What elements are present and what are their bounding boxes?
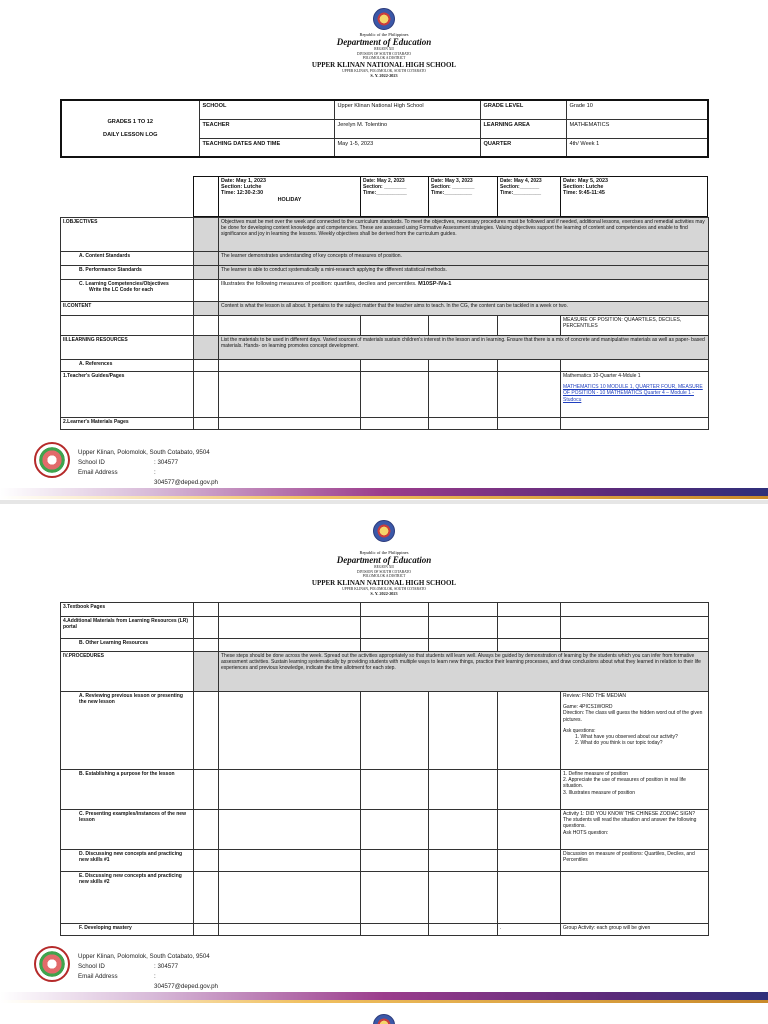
quarter-value: 4th/ Week 1 <box>566 138 708 157</box>
deped-seal-icon <box>373 8 395 30</box>
row-tg-label: 1.Teacher's Guides/Pages <box>61 372 194 418</box>
school-name: UPPER KLINAN NATIONAL HIGH SCHOOL <box>311 60 457 69</box>
teacher-value: Jerelyn M. Tolentino <box>334 119 480 138</box>
cell <box>194 418 219 430</box>
area-label: LEARNING AREA <box>480 119 566 138</box>
proc-b-item-3: 3. Illustrates measure of position <box>563 789 635 796</box>
proc-a-q2: 2. What do you think is our topic today? <box>575 740 663 747</box>
school-logo-icon <box>34 442 70 478</box>
footer-band <box>0 992 768 1000</box>
cell <box>219 617 361 639</box>
footer-id-value: : 304577 <box>154 963 179 970</box>
cell <box>194 316 219 336</box>
cell <box>429 639 498 652</box>
footer-band-gold <box>0 496 768 499</box>
row-comp-text <box>219 280 709 302</box>
grade-value: Grade 10 <box>566 100 708 119</box>
row-content-std-label: A. Content Standards <box>61 252 194 266</box>
cell <box>498 316 561 336</box>
cell <box>194 617 219 639</box>
row-objectives-text: Objectives must be met over the week and connected to the curriculum standards. To meet the objectives, necessary procedures must be followed and if needed, additional lessons, exercises and remedial activities may be done for developing content knowledge and competencies. These are assessed using Formative Assessment strategies. Valuing objectives support the learning of content and competencies and enable to find significance and joy in learning the lessons. Weekly objectives shall be derived from the curriculum guides. <box>219 218 709 252</box>
cell <box>361 692 429 770</box>
row-procedures-text: These steps should be done across the week. Spread out the activities appropriately so that students will learn well. Always be guided by demonstration of learning by the students which you can infer from formative assessment activities. Sustain learning systematically by providing students with multiple ways to learn new things, practice their learning processes, and draw conclusions about what they learned in relation to their life experiences and previous knowledge, indicate the time allotment for each step. <box>219 652 709 692</box>
row-other-label: B. Other Learning Resources <box>61 639 194 652</box>
row-proc-d-d5: Discussion on measure of positions: Quartiles, Deciles, and Percentiles <box>561 850 709 872</box>
day-5-section: Section: Lutche <box>563 184 604 191</box>
row-comp-blank <box>194 280 219 302</box>
cell <box>219 639 361 652</box>
day-3-date: Date: May 3, 2023 <box>431 178 473 184</box>
proc-a-review: Review: FIND THE MEDIAN <box>563 693 626 699</box>
row-proc-d-label: D. Discussing new concepts and practicing new skills #1 <box>61 850 194 872</box>
cell <box>219 360 361 372</box>
cell <box>498 418 561 430</box>
day-5-date: Date: May 5, 2023 <box>563 178 608 184</box>
proc-a-game: Game: 4PICS1WORD <box>563 704 613 711</box>
cell <box>429 770 498 810</box>
day-4 <box>498 177 561 217</box>
proc-b-item-2: 2. Appreciate the use of measures of position in real life situation. <box>563 777 686 790</box>
day-3-time: Time:__________ <box>431 190 473 197</box>
area-value: MATHEMATICS <box>566 119 708 138</box>
page-3 <box>0 1004 768 1024</box>
cell <box>498 692 561 770</box>
teacher-label: TEACHER <box>199 119 334 138</box>
cell <box>219 372 361 418</box>
cell <box>429 924 498 936</box>
row-proc-b-d5 <box>561 770 709 810</box>
cell <box>194 603 219 617</box>
cell <box>194 639 219 652</box>
proc-a-ask: Ask questions: <box>563 727 596 734</box>
row-proc-f-dot: . <box>498 924 561 936</box>
footer-band <box>0 488 768 496</box>
cell <box>219 850 361 872</box>
cell <box>429 810 498 850</box>
row-perf-std-text: The learner is able to conduct systematically a mini-research applying the different statistical methods. <box>219 266 709 280</box>
cell <box>429 692 498 770</box>
cell <box>561 639 709 652</box>
row-comp-label <box>61 280 194 302</box>
region-line: REGION XII <box>374 565 394 569</box>
school-name: UPPER KLINAN NATIONAL HIGH SCHOOL <box>311 578 457 587</box>
tg-d5-text: Mathematics 10-Quarter 4-Mdule 1 <box>563 373 641 379</box>
row-content-blank <box>194 302 219 316</box>
dll-title-line2: DAILY LESSON LOG <box>103 131 158 138</box>
department-title: Department of Education <box>336 555 432 565</box>
footer-id-label: School ID <box>78 963 105 970</box>
cell <box>498 372 561 418</box>
day-1-section: Section: Lutche <box>221 184 262 191</box>
school-year: S. Y. 2022-2023 <box>370 591 398 597</box>
department-title: Department of Education <box>336 37 432 47</box>
cell <box>219 418 361 430</box>
cell <box>219 603 361 617</box>
division-line: DIVISION OF SOUTH COTABATO <box>356 51 412 56</box>
row-resources-blank <box>194 336 219 360</box>
dates-label: TEACHING DATES AND TIME <box>199 138 334 157</box>
row-content-d5: MEASURE OF POSITION: QUAARTILES, DECILES, PERCENTILES <box>561 316 709 336</box>
footer-id-label: School ID <box>78 459 105 466</box>
school-value: Upper Klinan National High School <box>334 100 480 119</box>
deped-seal-icon <box>373 520 395 542</box>
row-textbook-label: 3.Textbook Pages <box>61 603 194 617</box>
district-line: POLOMOLOK A DISTRICT <box>362 56 406 61</box>
cell <box>429 372 498 418</box>
row-additional-label: 4.Additional Materials from Learning Resources (LR) portal <box>61 617 194 639</box>
days-blank <box>194 177 219 217</box>
cell <box>194 924 219 936</box>
cell <box>498 639 561 652</box>
row-objectives-label: I.OBJECTIVES <box>61 218 194 252</box>
letterhead <box>0 32 768 78</box>
row-content-label: II.CONTENT <box>61 302 194 316</box>
school-label: SCHOOL <box>199 100 334 119</box>
republic-line: Republic of the Philippines <box>359 32 409 37</box>
days-table <box>193 176 708 217</box>
row-objectives-blank <box>194 218 219 252</box>
cell <box>361 316 429 336</box>
cell <box>429 316 498 336</box>
cell <box>219 316 361 336</box>
footer-email-value: : 304577@deped.gov.ph <box>154 469 218 486</box>
row-proc-f-d5: Group Activity: each group will be given <box>561 924 709 936</box>
cell <box>361 639 429 652</box>
row-tg-d5 <box>561 372 709 418</box>
cell <box>194 770 219 810</box>
cell <box>561 418 709 430</box>
footer-email-label: Email Address <box>78 973 118 980</box>
cell <box>429 850 498 872</box>
row-proc-c-d5 <box>561 810 709 850</box>
cell <box>429 418 498 430</box>
cell <box>498 360 561 372</box>
cell <box>361 924 429 936</box>
school-year: S. Y. 2022-2023 <box>370 73 398 79</box>
row-procedures-blank <box>194 652 219 692</box>
dll-main-table-p2 <box>60 602 709 936</box>
day-1 <box>219 177 361 217</box>
cell <box>561 360 709 372</box>
cell <box>219 692 361 770</box>
day-5 <box>561 177 708 217</box>
dll-title-line1: GRADES 1 TO 12 <box>107 119 154 126</box>
dll-title <box>61 100 199 157</box>
day-2-section: Section: ________ <box>363 184 407 191</box>
cell <box>361 810 429 850</box>
row-content-std-text: The learner demonstrates understanding of key concepts of measures of position. <box>219 252 709 266</box>
footer-p2 <box>0 946 768 994</box>
day-4-date: Date: May 4, 2023 <box>500 178 542 184</box>
footer-address: Upper Klinan, Polomolok, South Cotabato, 9504 <box>78 953 210 960</box>
row-proc-c-label: C. Presenting examples/instances of the new lesson <box>61 810 194 850</box>
day-4-section: Section:_______ <box>500 184 540 191</box>
cell <box>61 316 194 336</box>
cell <box>429 603 498 617</box>
proc-b-item-1: 1. Define measure of position <box>563 771 629 777</box>
row-proc-a-d5 <box>561 692 709 770</box>
day-1-note: HOLIDAY <box>277 196 302 203</box>
cell <box>194 360 219 372</box>
day-2 <box>361 177 429 217</box>
row-comp-line2: Write the LC Code for each <box>89 287 154 294</box>
cell <box>561 603 709 617</box>
cell <box>561 872 709 924</box>
day-3-section: Section: ________ <box>431 184 475 191</box>
cell <box>361 617 429 639</box>
cell <box>498 872 561 924</box>
proc-c-instruction: The students will read the situation and answer the following questions. <box>563 817 697 830</box>
proc-a-direction: Direction: The class will guess the hidden word out of the given pictures. <box>563 710 703 723</box>
row-perf-std-blank <box>194 266 219 280</box>
dll-main-table-p1 <box>60 217 709 430</box>
row-content-std-blank <box>194 252 219 266</box>
cell <box>219 872 361 924</box>
cell <box>194 850 219 872</box>
quarter-label: QUARTER <box>480 138 566 157</box>
school-address: UPPER KLINAN, POLOMOLOK, SOUTH COTABATO <box>342 68 426 73</box>
row-comp-line1: C. Learning Competencies/Objectives <box>79 281 169 287</box>
row-procedures-label: IV.PROCEDURES <box>61 652 194 692</box>
comp-text: Illustrates the following measures of position: quartiles, deciles and percentiles. <box>221 281 417 287</box>
letterhead <box>0 550 768 596</box>
proc-c-activity: Activity 1: DID YOU KNOW THE CHINESE ZODIAC SIGN? <box>563 811 696 817</box>
cell <box>498 850 561 872</box>
row-perf-std-label: B. Performance Standards <box>61 266 194 280</box>
cell <box>194 692 219 770</box>
footer-contact <box>78 448 218 486</box>
cell <box>429 360 498 372</box>
row-content-text: Content is what the lesson is all about. It pertains to the subject matter that the teacher aims to teach. In the CG, the content can be tackled in a week or two. <box>219 302 709 316</box>
day-2-date: Date: May 2, 2023 <box>363 178 405 184</box>
cell <box>219 810 361 850</box>
footer-band-gold <box>0 1000 768 1003</box>
page-2 <box>0 504 768 1004</box>
page-1 <box>0 0 768 500</box>
day-3 <box>429 177 498 217</box>
cell <box>498 770 561 810</box>
footer-email-value: : 304577@deped.gov.ph <box>154 973 218 990</box>
row-resources-label: III.LEARNING RESOURCES <box>61 336 194 360</box>
school-logo-icon <box>34 946 70 982</box>
row-proc-a-label: A. Reviewing previous lesson or presenting the new lesson <box>61 692 194 770</box>
grade-label: GRADE LEVEL <box>480 100 566 119</box>
cell <box>498 617 561 639</box>
cell <box>219 770 361 810</box>
cell <box>194 872 219 924</box>
proc-a-q1: 1. What have you observed about our activity? <box>575 734 678 741</box>
day-1-date: Date: May 1, 2023 <box>221 178 266 184</box>
cell <box>361 603 429 617</box>
footer-id-value: : 304577 <box>154 459 179 466</box>
cell <box>361 372 429 418</box>
cell <box>361 850 429 872</box>
row-resources-text: List the materials to be used in different days. Varied sources of materials sustain children's interest in the lesson and in learning. Ensure that there is a mix of concrete and manipulative materials as well as paper- based materials. Hands- on learning promotes concept development. <box>219 336 709 360</box>
republic-line: Republic of the Philippines <box>359 550 409 555</box>
day-1-time: Time: 12:30-2:30 <box>221 190 264 197</box>
footer-address: Upper Klinan, Polomolok, South Cotabato, 9504 <box>78 449 210 456</box>
footer-p1 <box>0 442 768 490</box>
division-line: DIVISION OF SOUTH COTABATO <box>356 569 412 574</box>
row-proc-f-label: F. Developing mastery <box>61 924 194 936</box>
cell <box>361 770 429 810</box>
school-address: UPPER KLINAN, POLOMOLOK, SOUTH COTABATO <box>342 586 426 591</box>
row-proc-e-label: E. Discussing new concepts and practicing new skills #2 <box>61 872 194 924</box>
cell <box>561 617 709 639</box>
cell <box>498 603 561 617</box>
cell <box>194 810 219 850</box>
cell <box>429 872 498 924</box>
cell <box>219 924 361 936</box>
row-lm-label: 2.Learner's Materials Pages <box>61 418 194 430</box>
deped-seal-icon <box>373 1014 395 1024</box>
cell <box>361 872 429 924</box>
cell <box>498 810 561 850</box>
proc-c-hots: Ask HOTS question: <box>563 829 609 836</box>
cell <box>361 360 429 372</box>
cell <box>361 418 429 430</box>
day-2-time: Time:___________ <box>363 190 407 197</box>
comp-code: M10SP-IVa-1 <box>418 281 452 287</box>
cell <box>429 617 498 639</box>
cell <box>194 372 219 418</box>
dates-value: May 1-5, 2023 <box>334 138 480 157</box>
region-line: REGION XII <box>374 47 394 51</box>
footer-contact <box>78 952 218 990</box>
dll-info-table <box>60 99 709 158</box>
row-proc-b-label: B. Establishing a purpose for the lesson <box>61 770 194 810</box>
tg-link[interactable]: MATHEMATICS 10 MODULE 1, QUARTER FOUR, MEASURE OF POSITION - 10 MATHEMATICS Quarter 4 – Module 1 - Studocu <box>563 384 703 403</box>
district-line: POLOMOLOK A DISTRICT <box>362 574 406 579</box>
day-4-time: Time:__________ <box>500 190 542 197</box>
row-references-label: A. References <box>61 360 194 372</box>
day-5-time: Time: 9:45-11:45 <box>563 190 605 197</box>
footer-email-label: Email Address <box>78 469 118 476</box>
